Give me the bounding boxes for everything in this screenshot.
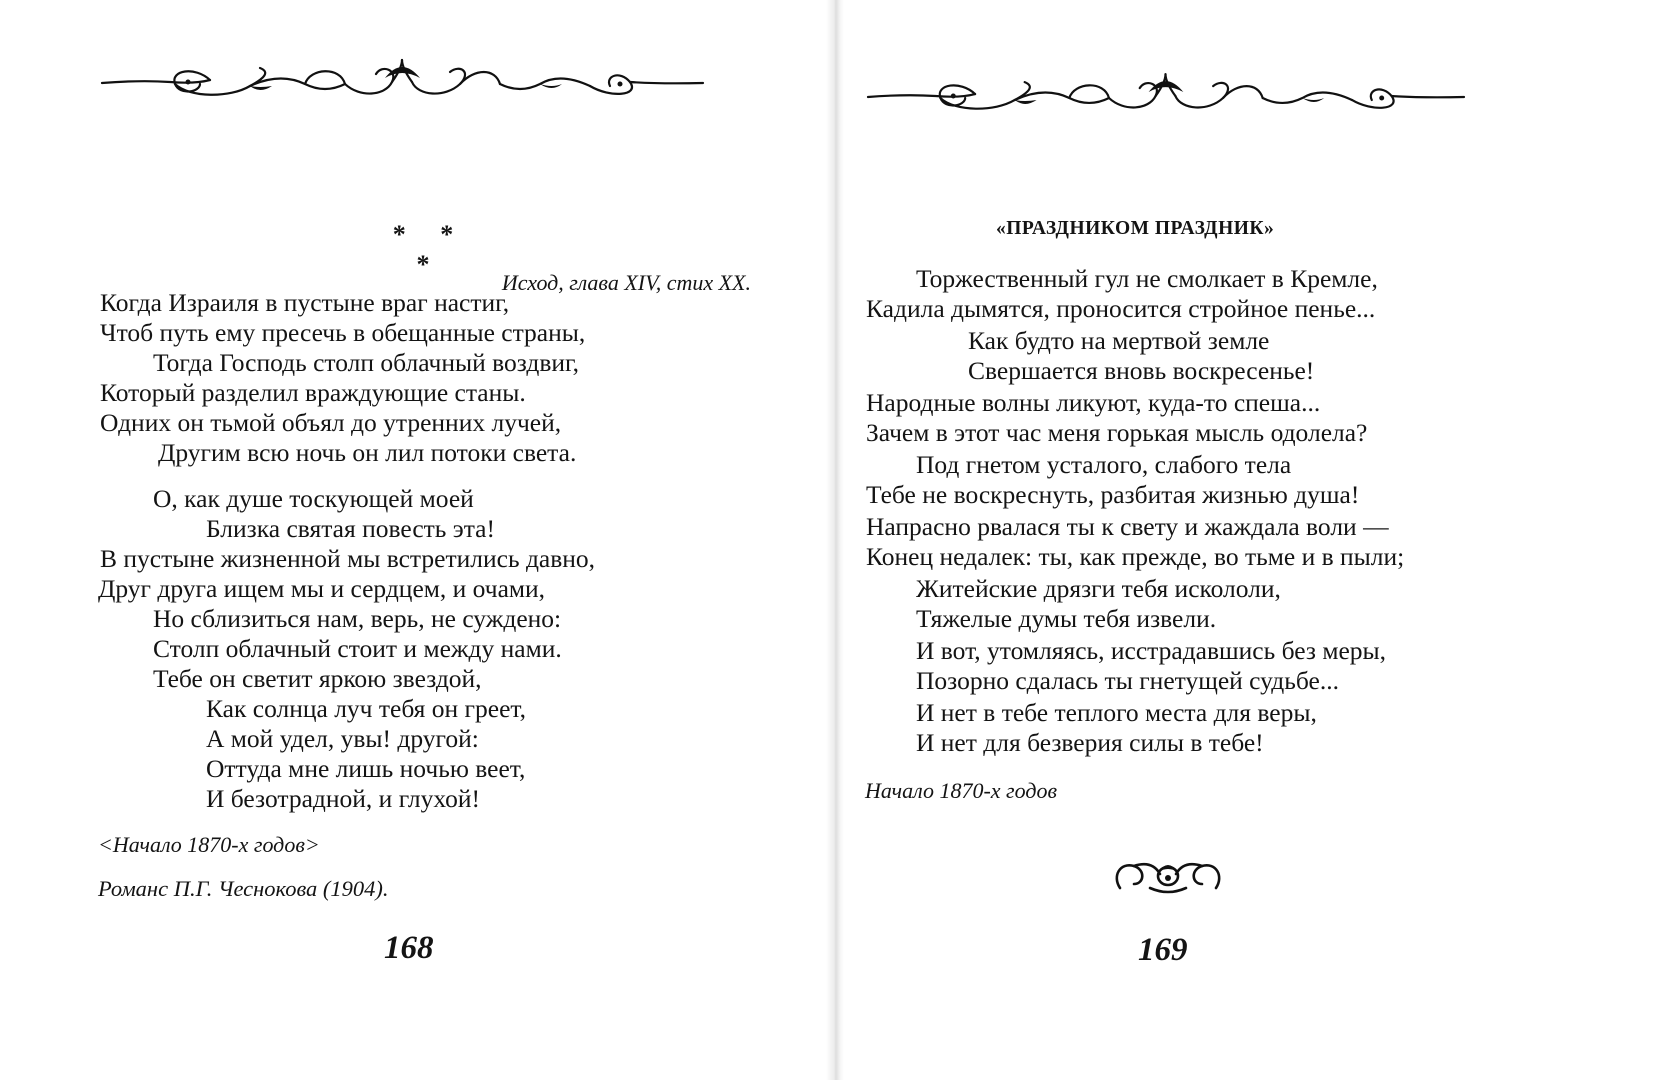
poem-line: И нет в тебе теплого места для веры, [916,698,1317,727]
poem-line: Тебе он светит яркою звездой, [153,664,482,693]
poem-line: Зачем в этот час меня горькая мысль одолела? [866,418,1368,447]
section-asterisks: * * * [392,220,468,279]
poem-line: Конец недалек: ты, как прежде, во тьме и в пыли; [866,542,1405,571]
poem-line: Народные волны ликуют, куда-то спеша... [866,388,1321,417]
right-page [838,0,1666,1080]
poem-date: Начало 1870-х годов [865,778,1058,803]
poem-line: Но сблизиться нам, верь, не суждено: [153,604,562,633]
page-number: 169 [1138,932,1188,968]
epigraph: Исход, глава XIV, стих XX. [501,270,751,295]
poem-line: Близка святая повесть эта! [206,514,495,543]
poem-line: Позорно сдалась ты гнетущей судьбе... [916,666,1339,695]
poem-line: И безотрадной, и глухой! [206,784,481,813]
romance-note: Романс П.Г. Чеснокова (1904). [98,876,389,901]
poem-line: Тогда Господь столп облачный воздвиг, [153,348,579,377]
scroll-ornament-icon [866,72,1466,124]
poem-line: И вот, утомляясь, исстрадавшись без меры, [916,636,1387,665]
poem-line: Житейские дрязги тебя искололи, [916,574,1281,603]
scroll-ornament-icon [100,58,705,110]
poem-line: Столп облачный стоит и между нами. [153,634,562,663]
poem-line: Другим всю ночь он лил потоки света. [158,438,577,467]
poem-line: О, как душе тоскующей моей [153,484,474,513]
poem-line: Чтоб путь ему пресечь в обещанные страны, [100,318,586,347]
poem-line: Как будто на мертвой земле [968,326,1270,355]
poem-line: Как солнца луч тебя он греет, [206,694,526,723]
poem-line: В пустыне жизненной мы встретились давно, [100,544,596,573]
page-number: 168 [384,930,434,966]
poem-line: Который разделил враждующие станы. [100,378,526,407]
poem-line: Тебе не воскреснуть, разбитая жизнью душа! [866,480,1360,509]
poem-line: И нет для безверия силы в тебе! [916,728,1264,757]
poem-line: Кадила дымятся, проносится стройное пенье... [866,294,1376,323]
poem-date: <Начало 1870-х годов> [98,832,320,857]
poem-title: «ПРАЗДНИКОМ ПРАЗДНИК» [996,218,1275,239]
poem-line: Оттуда мне лишь ночью веет, [206,754,526,783]
vignette-ornament-icon [1110,856,1226,896]
poem-line: Тяжелые думы тебя извели. [916,604,1217,633]
poem-line: Торжественный гул не смолкает в Кремле, [916,264,1378,293]
poem-line: Напрасно рвалася ты к свету и жаждала воли — [866,512,1389,541]
poem-line: Свершается вновь воскресенье! [968,356,1315,385]
poem-line: Друг друга ищем мы и сердцем, и очами, [98,574,546,603]
poem-line: Когда Израиля в пустыне враг настиг, [100,288,510,317]
poem-line: Одних он тьмой объял до утренних лучей, [100,408,562,437]
poem-line: А мой удел, увы! другой: [206,724,479,753]
poem-line: Под гнетом усталого, слабого тела [916,450,1292,479]
